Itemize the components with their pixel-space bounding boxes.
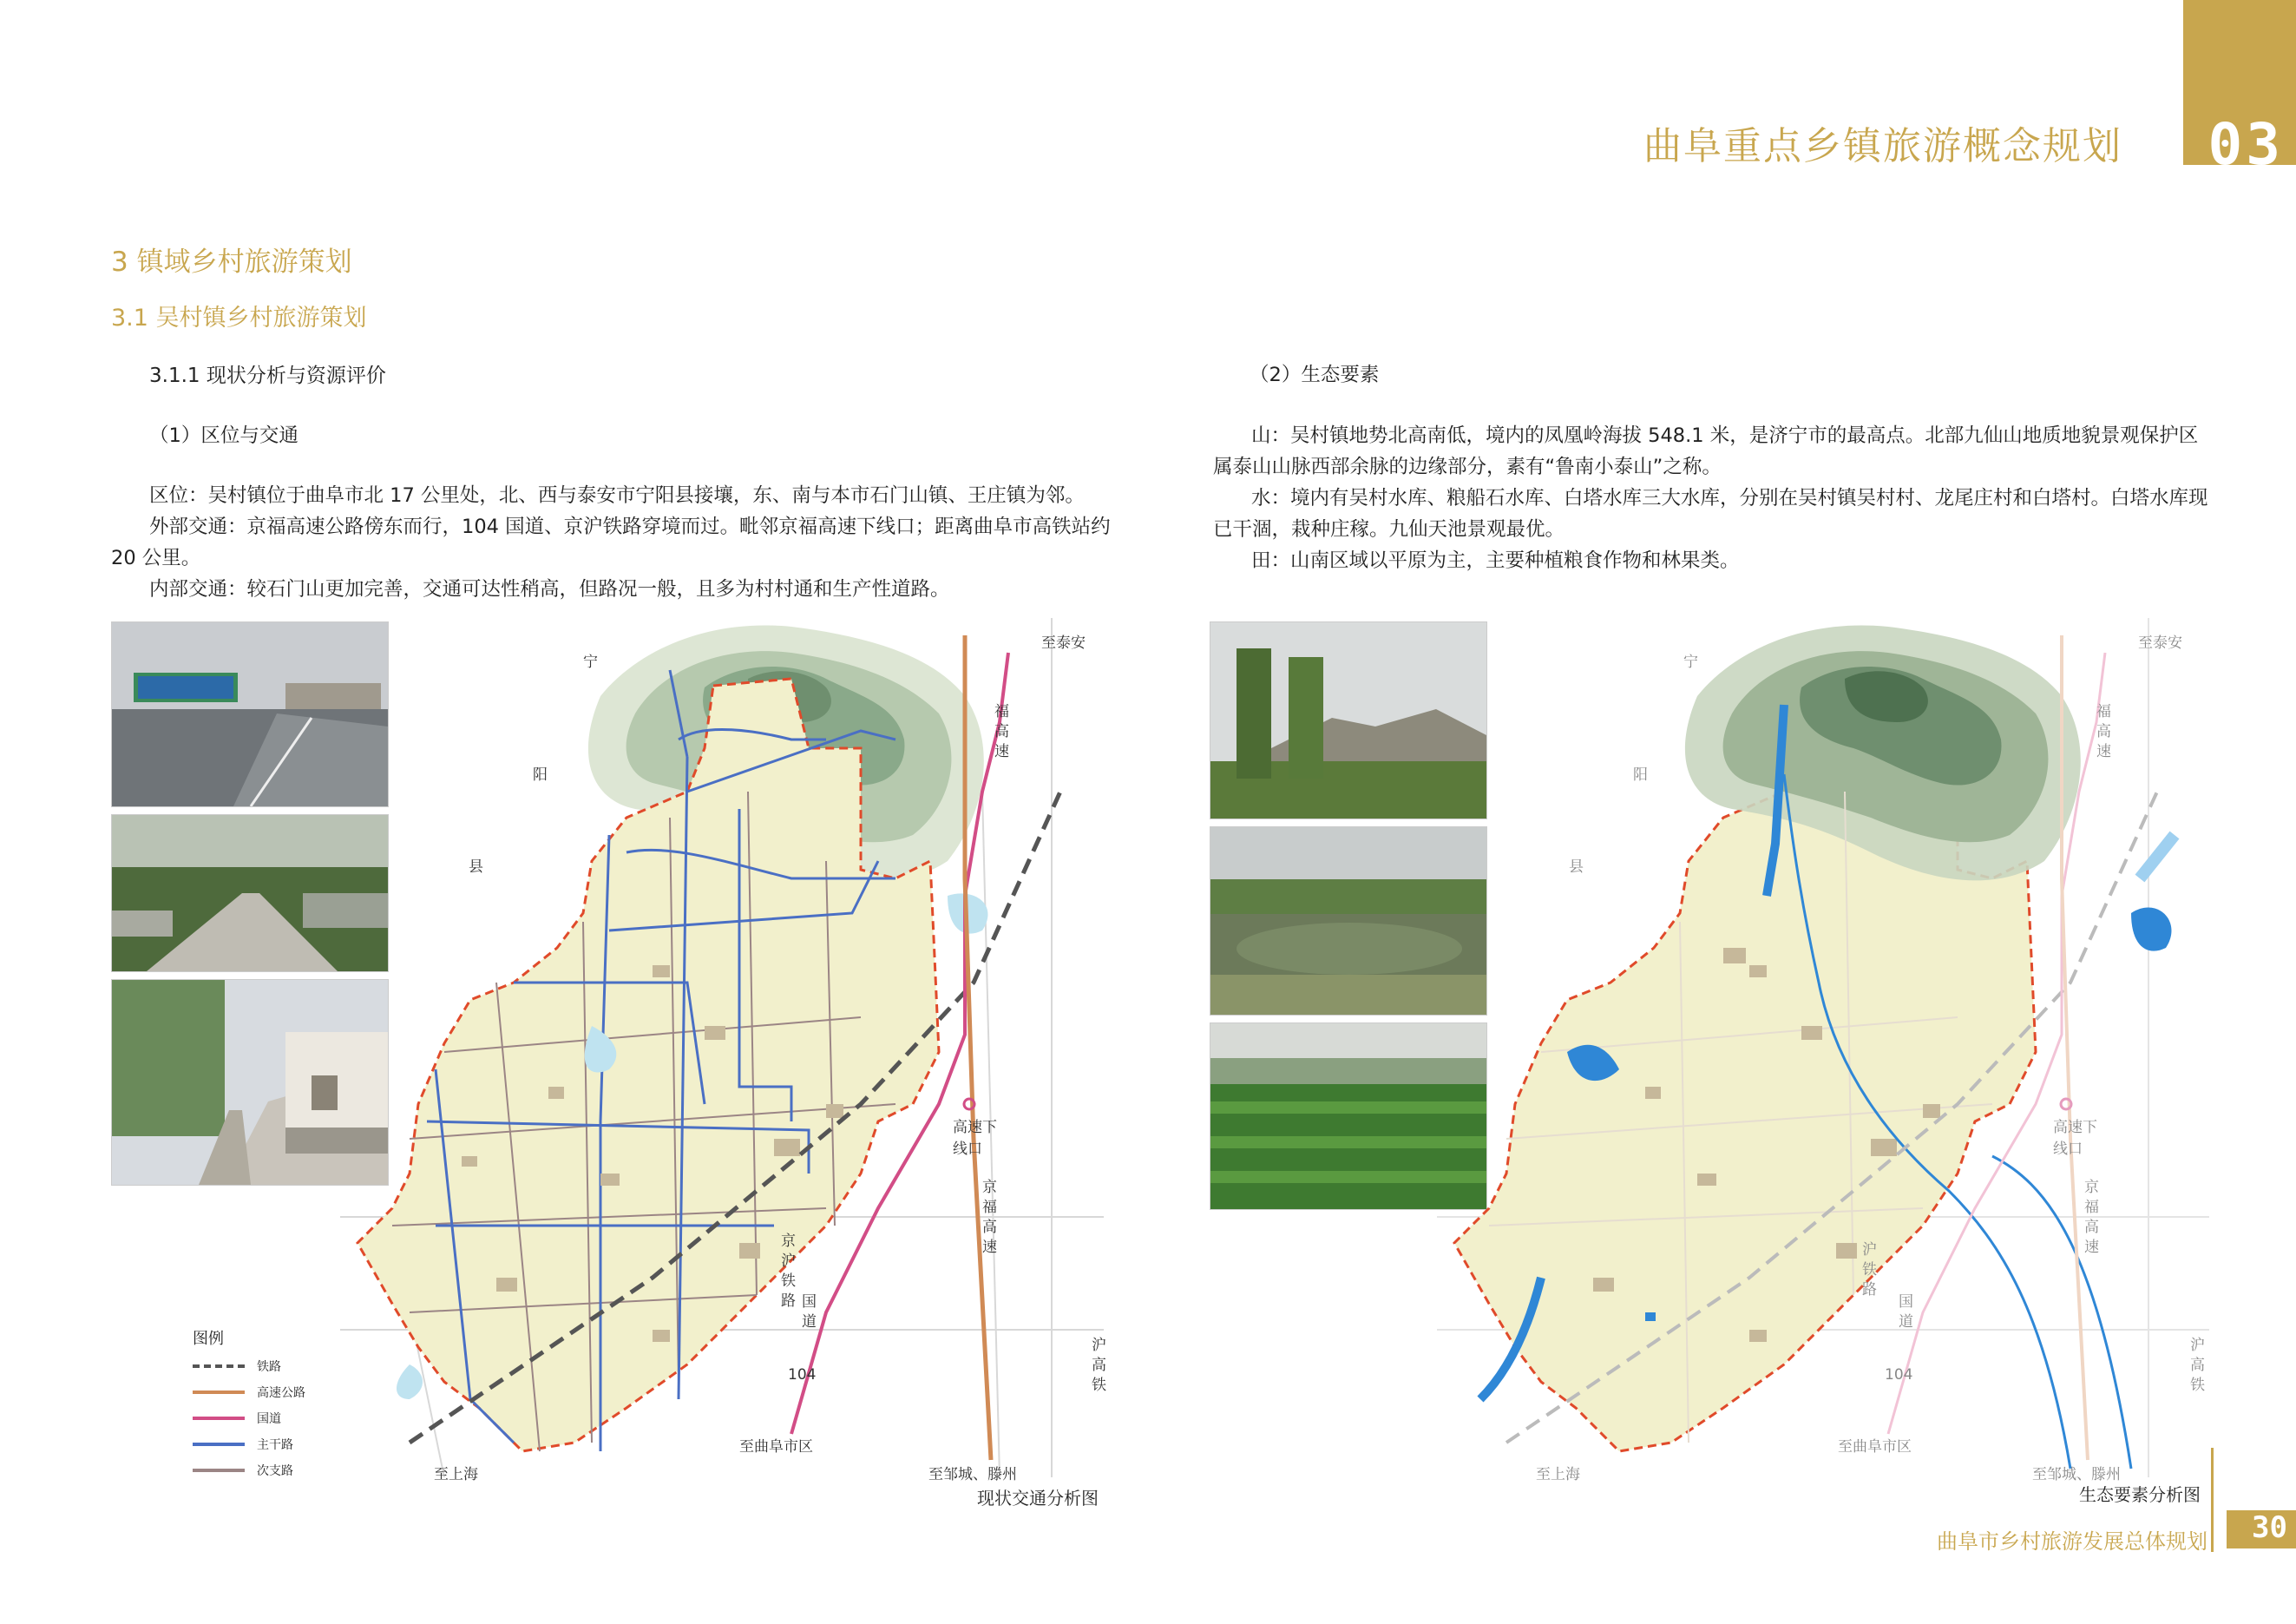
legend-railway (193, 1358, 281, 1375)
map-label-104: 104 (788, 1366, 817, 1384)
header-title: 曲阜重点乡镇旅游概念规划 (1643, 124, 2122, 168)
legend-swatch (193, 1417, 245, 1420)
map-label-yang: 阳 (1633, 766, 1648, 784)
paragraph: 田：山南区域以平原为主，主要种植粮食作物和林果类。 (1251, 549, 1740, 572)
legend-title: 图例 (193, 1330, 224, 1348)
legend-secondary-road (193, 1462, 293, 1479)
legend-main-road (193, 1436, 293, 1453)
legend-swatch (193, 1391, 245, 1394)
left-sub-title: （1）区位与交通 (149, 424, 298, 447)
chapter-number: 03 (2207, 111, 2284, 178)
paragraph: 山：吴村镇地势北高南低，境内的凤凰岭海拔 548.1 米，是济宁市的最高点。北部九仙山地质地貌景观保护区属泰山山脉西部余脉的边缘部分，素有“鲁南小泰山”之称。 (1213, 424, 2199, 478)
map-label-jingfu: 京福高速 (979, 1179, 996, 1259)
map-label-national-road: 国道 (1895, 1293, 1912, 1333)
subsubsection-heading: 3.1.1 现状分析与资源评价 (149, 365, 386, 387)
legend-swatch (193, 1443, 245, 1446)
left-map-caption: 现状交通分析图 (977, 1488, 1099, 1509)
left-text-block (111, 480, 1118, 605)
map-label-to-taian: 至泰安 (2138, 634, 2182, 652)
legend-label: 高速公路 (257, 1386, 305, 1400)
map-label-yang: 阳 (533, 766, 548, 784)
map-label-hu-gaotie: 沪高铁 (2187, 1337, 2204, 1397)
legend-swatch (193, 1364, 245, 1368)
footer-divider (2211, 1448, 2214, 1552)
map-label-jingfu: 京福高速 (2081, 1179, 2098, 1259)
map-label-to-qufu: 至曲阜市区 (1838, 1438, 1912, 1456)
legend-label: 铁路 (257, 1360, 281, 1374)
paragraph: 区位：吴村镇位于曲阜市北 17 公里处，北、西与泰安市宁阳县接壤，东、南与本市石门山镇、王庄镇为邻。 (149, 484, 1085, 507)
map-label-jinghu: 京沪铁路 (777, 1233, 795, 1312)
map-label-fu-gao-su: 福高速 (2093, 703, 2110, 763)
map-label-104: 104 (1885, 1366, 1913, 1384)
paragraph: 外部交通：京福高速公路傍东而行，104 国道、京沪铁路穿境而过。毗邻京福高速下线口；距离曲阜市高铁站约 20 公里。 (111, 516, 1111, 569)
right-sub-title: （2）生态要素 (1250, 364, 1380, 386)
map-label-exit: 高速下线口 (953, 1119, 997, 1158)
map-label-xian: 县 (469, 858, 483, 876)
legend-label: 主干路 (257, 1438, 293, 1452)
map-label-to-zoucheng: 至邹城、滕州 (2032, 1466, 2121, 1483)
legend-label: 次支路 (257, 1464, 293, 1478)
legend-national-road (193, 1410, 281, 1427)
right-text-block (1213, 420, 2211, 576)
right-map-caption: 生态要素分析图 (2079, 1484, 2201, 1505)
map-label-to-qufu: 至曲阜市区 (739, 1438, 813, 1456)
legend-expressway (193, 1384, 305, 1401)
paragraph: 内部交通：较石门山更加完善，交通可达性稍高，但路况一般，且多为村村通和生产性道路。 (149, 578, 950, 601)
map-label-to-taian: 至泰安 (1041, 634, 1086, 652)
map-label-ning: 宁 (1683, 654, 1698, 671)
legend-label: 国道 (257, 1412, 281, 1426)
footer-title: 曲阜市乡村旅游发展总体规划 (1937, 1529, 2207, 1554)
map-label-national-road: 国道 (798, 1293, 816, 1333)
map-label-to-zoucheng: 至邹城、滕州 (928, 1466, 1017, 1483)
subsection-heading: 3.1 吴村镇乡村旅游策划 (111, 305, 367, 332)
map-label-hu-gaotie: 沪高铁 (1088, 1337, 1105, 1397)
page-number: 30 (2252, 1510, 2287, 1545)
map-label-exit: 高速下线口 (2053, 1119, 2097, 1158)
map-label-to-shanghai: 至上海 (1536, 1466, 1580, 1483)
map-label-to-shanghai: 至上海 (434, 1466, 478, 1483)
map-label-fu-gao-su: 福高速 (991, 703, 1008, 763)
map-label-xian: 县 (1569, 858, 1584, 876)
map-label-ning: 宁 (583, 654, 598, 671)
section-heading: 3 镇域乡村旅游策划 (111, 247, 352, 278)
paragraph: 水：境内有吴村水库、粮船石水库、白塔水库三大水库，分别在吴村镇吴村村、龙尾庄村和白塔村。白塔水库现已干涸，栽种庄稼。九仙天池景观最优。 (1213, 487, 2208, 541)
map-label-hu-tie-lu: 沪铁路 (1859, 1241, 1876, 1301)
legend-swatch (193, 1469, 245, 1472)
